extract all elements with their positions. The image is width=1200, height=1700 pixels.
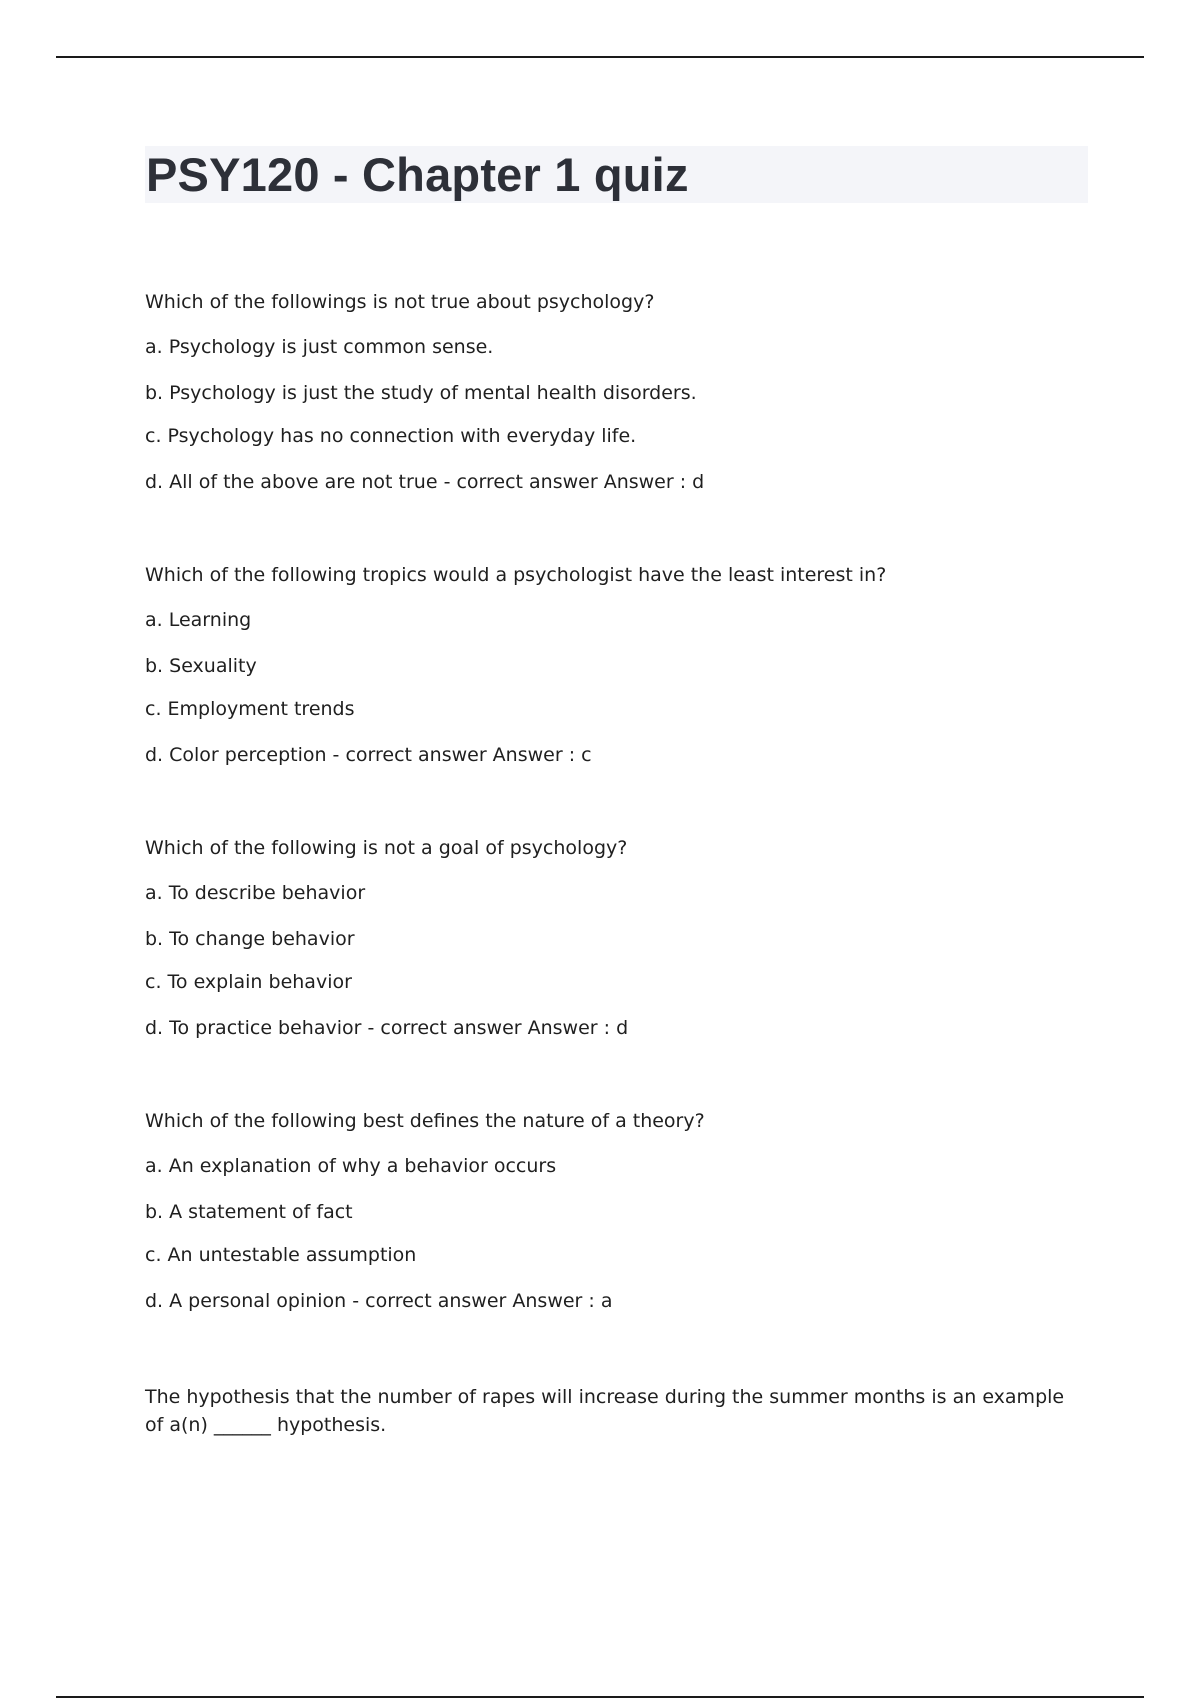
- option-a: a. Learning: [145, 609, 252, 631]
- option-c: c. Psychology has no connection with everyday life.: [145, 425, 637, 447]
- option-a: a. An explanation of why a behavior occurs: [145, 1155, 557, 1177]
- option-b: b. Psychology is just the study of mental health disorders.: [145, 382, 697, 404]
- question-text: Which of the following best defines the nature of a theory?: [145, 1110, 705, 1132]
- question-block-2: [145, 564, 1095, 837]
- option-d-answer: d. All of the above are not true - correct answer Answer : d: [145, 471, 705, 493]
- option-b: b. To change behavior: [145, 928, 355, 950]
- question-text: Which of the following tropics would a psychologist have the least interest in?: [145, 564, 887, 586]
- option-d-answer: d. Color perception - correct answer Answer : c: [145, 744, 592, 766]
- option-a: a. Psychology is just common sense.: [145, 336, 494, 358]
- quiz-content: [145, 291, 1095, 1439]
- option-b: b. Sexuality: [145, 655, 257, 677]
- option-c: c. An untestable assumption: [145, 1244, 417, 1266]
- question-text: Which of the followings is not true about psychology?: [145, 291, 655, 313]
- question-block-1: [145, 291, 1095, 564]
- option-b: b. A statement of fact: [145, 1201, 353, 1223]
- page-title: PSY120 - Chapter 1 quiz: [146, 148, 689, 201]
- option-d-answer: d. To practice behavior - correct answer Answer : d: [145, 1017, 629, 1039]
- question-block-4: [145, 1110, 1095, 1383]
- question-block-3: [145, 837, 1095, 1110]
- option-a: a. To describe behavior: [145, 882, 366, 904]
- option-c: c. To explain behavior: [145, 971, 352, 993]
- top-rule: [56, 56, 1144, 58]
- option-d-answer: d. A personal opinion - correct answer Answer : a: [145, 1290, 613, 1312]
- option-c: c. Employment trends: [145, 698, 355, 720]
- bottom-rule: [56, 1696, 1144, 1698]
- question-text-5: The hypothesis that the number of rapes will increase during the summer months is an example of a(n) ______ hypothesis.: [145, 1386, 1065, 1436]
- question-text: Which of the following is not a goal of psychology?: [145, 837, 628, 859]
